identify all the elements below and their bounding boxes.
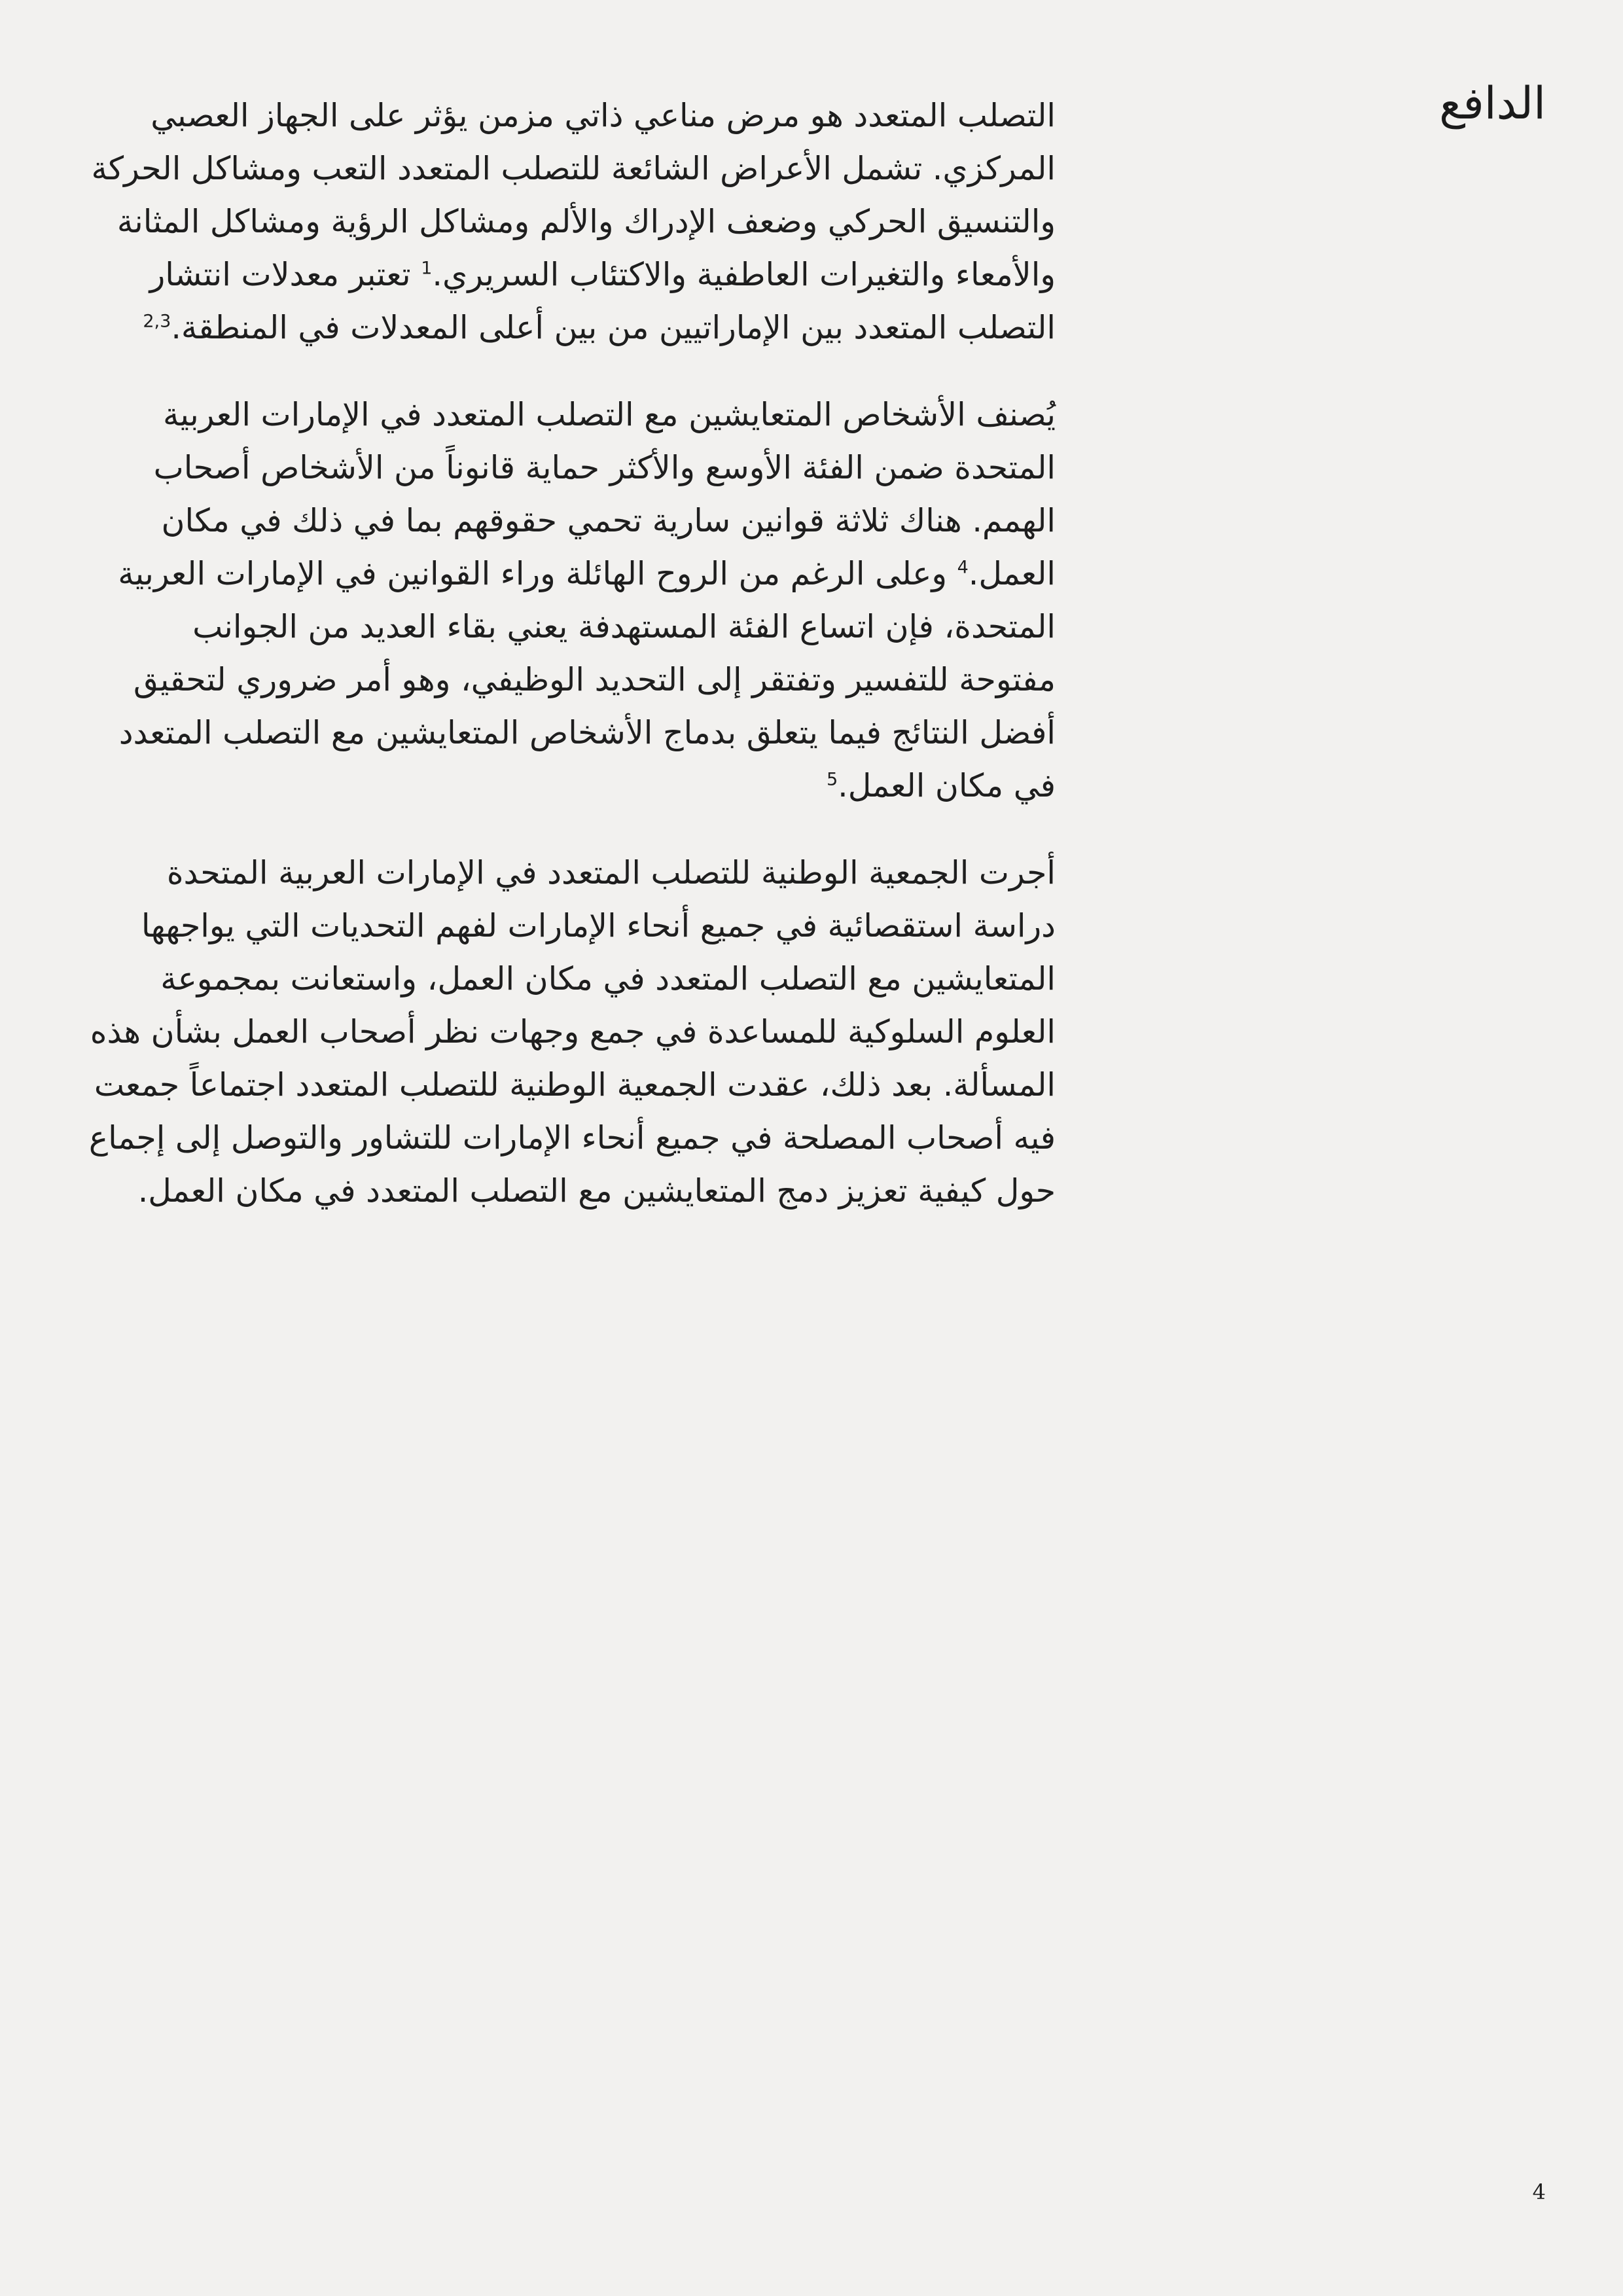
paragraph-1-sentence-2: تعتبر معدلات انتشار التصلب المتعدد بين الإماراتيين من بين أعلى المعدلات في المنطقة. xyxy=(149,256,1056,346)
footnote-ref-5[interactable]: 5 xyxy=(826,769,838,790)
body-text-column xyxy=(87,89,1056,1251)
footnote-ref-2-3[interactable]: 2,3 xyxy=(143,311,171,332)
footnote-ref-4[interactable]: 4 xyxy=(957,557,969,578)
footnote-ref-1[interactable]: 1 xyxy=(421,258,433,279)
page-title: الدافع xyxy=(1439,78,1546,130)
paragraph-2 xyxy=(87,388,1056,812)
paragraph-1-sentence-1: التصلب المتعدد هو مرض مناعي ذاتي مزمن يؤثر على الجهاز العصبي المركزي. تشمل الأعراض الشائعة للتصلب المتعدد التعب ومشاكل الحركة والتنسيق الحركي وضعف الإدراك والألم ومشاكل الرؤية ومشاكل المثانة والأمعاء والتغيرات العاطفية والاكتئاب السريري. xyxy=(91,97,1056,293)
paragraph-1 xyxy=(87,89,1056,354)
paragraph-2-sentence-1: يُصنف الأشخاص المتعايشين مع التصلب المتعدد في الإمارات العربية المتحدة ضمن الفئة الأوسع والأكثر حماية قانوناً من الأشخاص أصحاب الهمم. هناك ثلاثة قوانين سارية تحمي حقوقهم بما في ذلك في مكان العمل. xyxy=(153,396,1056,592)
paragraph-2-sentence-2: وعلى الرغم من الروح الهائلة وراء القوانين في الإمارات العربية المتحدة، فإن اتساع الفئة المستهدفة يعني بقاء العديد من الجوانب مفتوحة للتفسير وتفتقر إلى التحديد الوظيفي، وهو أمر ضروري لتحقيق أفضل النتائج فيما يتعلق بدماج الأشخاص المتعايشين مع التصلب المتعدد في مكان العمل. xyxy=(118,555,1056,804)
page-number: 4 xyxy=(1532,2179,1546,2204)
paragraph-3 xyxy=(87,846,1056,1217)
paragraph-3-text: أجرت الجمعية الوطنية للتصلب المتعدد في الإمارات العربية المتحدة دراسة استقصائية في جميع أنحاء الإمارات لفهم التحديات التي يواجهها المتعايشين مع التصلب المتعدد في مكان العمل، واستعانت بمجموعة العلوم السلوكية للمساعدة في جمع وجهات نظر أصحاب العمل بشأن هذه المسألة. بعد ذلك، عقدت الجمعية الوطنية للتصلب المتعدد اجتماعاً جمعت فيه أصحاب المصلحة في جميع أنحاء الإمارات للتشاور والتوصل إلى إجماع حول كيفية تعزيز دمج المتعايشين مع التصلب المتعدد في مكان العمل. xyxy=(88,854,1056,1210)
